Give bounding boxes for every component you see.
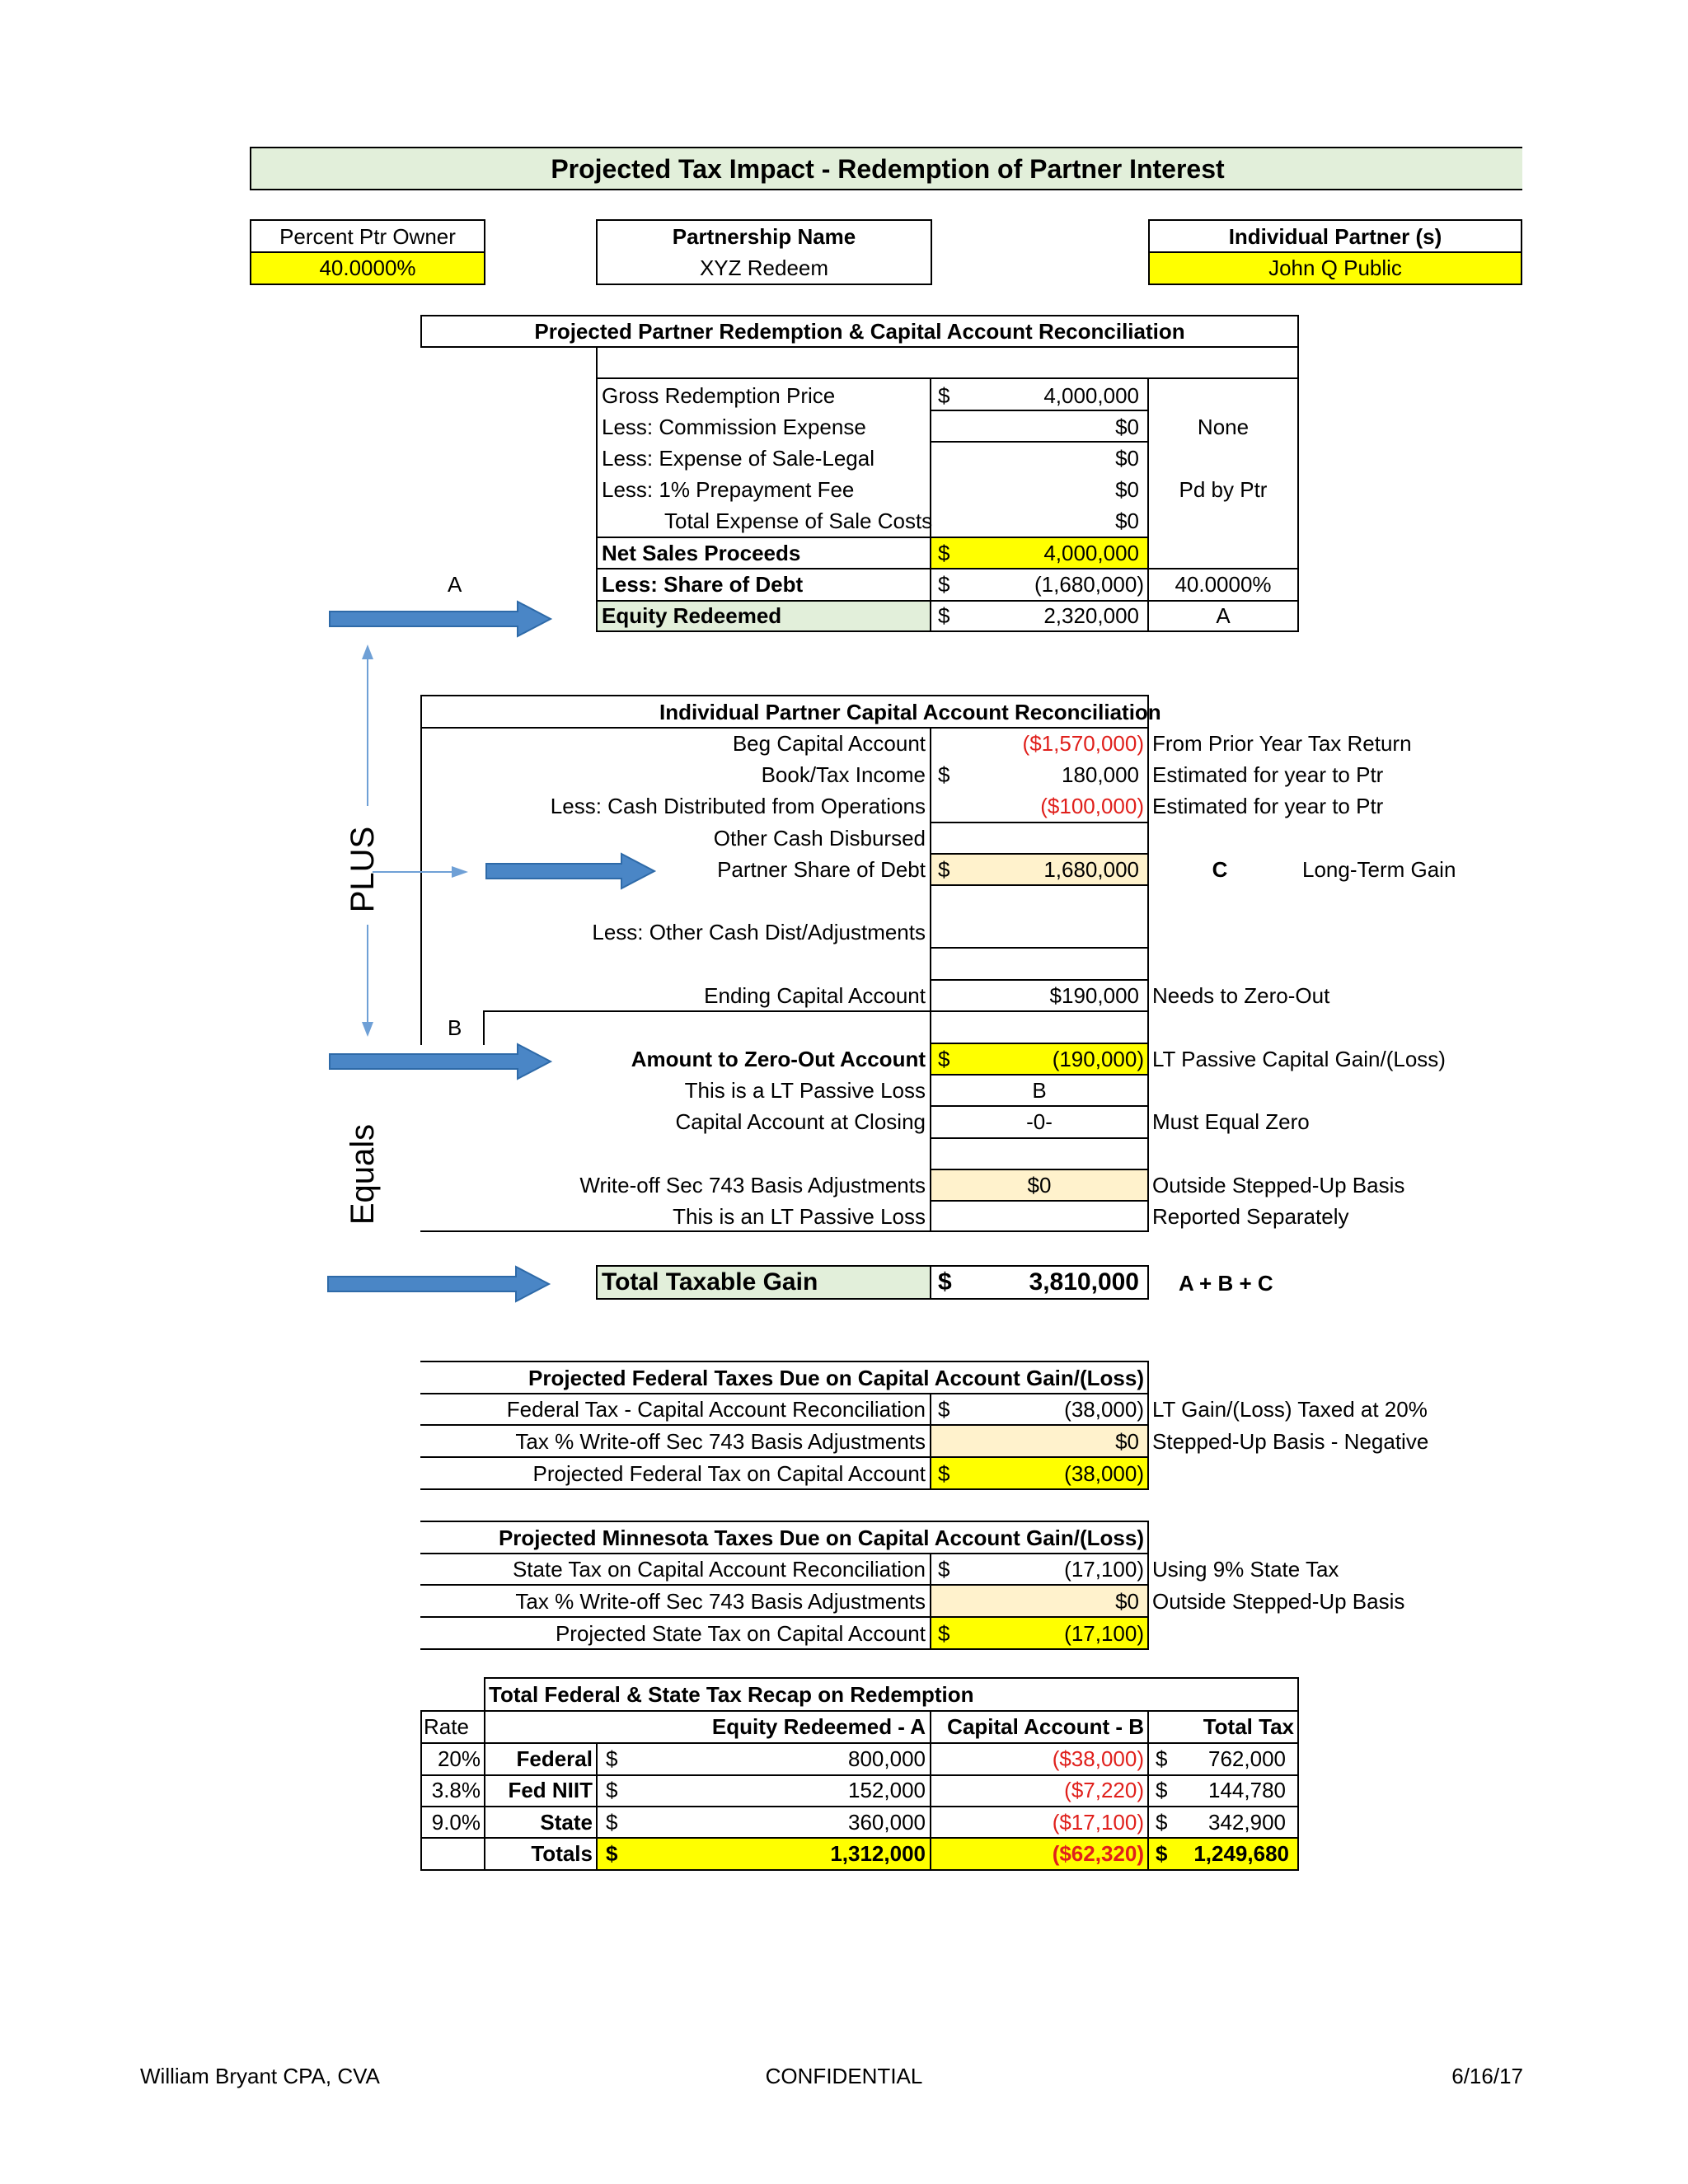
capital-label-2: Less: Cash Distributed from Operations [550,794,926,818]
federal-value-2: (38,000) [1064,1461,1144,1486]
recap-total-1: 144,780 [1208,1778,1286,1802]
capital-note2-4: Long-Term Gain [1302,857,1456,882]
arrow-right-icon [485,852,658,890]
redemption-label-6: Less: Share of Debt [602,572,804,597]
capital-label-6: Ending Capital Account [704,983,926,1008]
recap-capital-1: ($7,220) [1064,1778,1144,1802]
redemption-value-2: $0 [1115,446,1139,471]
recap-label-0: Federal [516,1746,593,1771]
redemption-title: Projected Partner Redemption & Capital Account Reconciliation [534,319,1185,344]
equals-label [297,1123,429,1226]
arrow-right-icon [328,1043,554,1080]
capital-note-6: Needs to Zero-Out [1152,983,1330,1008]
state-value-2: (17,100) [1064,1621,1144,1646]
recap-capital-2: ($17,100) [1052,1810,1144,1835]
recap-rate-0: 20% [437,1746,481,1771]
capital-note-10: Outside Stepped-Up Basis [1152,1173,1405,1197]
partner-label: Individual Partner (s) [1228,224,1442,249]
capital-label-11: This is an LT Passive Loss [673,1204,926,1229]
state-label-2: Projected State Tax on Capital Account [555,1621,926,1646]
capital-note-9: Must Equal Zero [1152,1109,1310,1134]
redemption-dollar-0: $ [938,383,950,408]
recap-header-rate: Rate [424,1714,469,1739]
state-label-1: Tax % Write-off Sec 743 Basis Adjustments [515,1589,926,1614]
percent-owner-value: 40.0000% [319,255,416,280]
redemption-label-4: Total Expense of Sale Costs [664,509,933,533]
marker-a: A [448,572,462,597]
recap-label-2: State [540,1810,593,1835]
capital-label-8: This is a LT Passive Loss [684,1078,926,1103]
redemption-dollar-5: $ [938,541,950,565]
capital-label-10: Write-off Sec 743 Basis Adjustments [579,1173,926,1197]
total-gain-note: A + B + C [1179,1271,1273,1296]
plus-label [313,826,412,913]
redemption-label-7: Equity Redeemed [602,603,782,628]
recap-capital-0: ($38,000) [1052,1746,1144,1771]
partnership-value: XYZ Redeem [699,255,829,280]
recap-d2-3: $ [1156,1841,1168,1866]
capital-value-9: -0- [1026,1109,1053,1134]
redemption-note-6: 40.0000% [1175,572,1272,597]
state-note-0: Using 9% State Tax [1152,1557,1339,1582]
recap-equity-0: 800,000 [848,1746,926,1771]
recap-header-equity: Equity Redeemed - A [711,1714,926,1739]
recap-equity-1: 152,000 [848,1778,926,1802]
recap-equity-3: 1,312,000 [830,1841,926,1866]
arrow-down-icon [359,923,376,1038]
capital-value-2: ($100,000) [1040,794,1144,818]
capital-label-4: Partner Share of Debt [717,857,926,882]
federal-label-1: Tax % Write-off Sec 743 Basis Adjustments [515,1429,926,1454]
recap-d2-1: $ [1156,1778,1168,1802]
plus-label-text: PLUS [345,826,381,913]
recap-d1-2: $ [606,1810,618,1835]
capital-value-4: 1,680,000 [1043,857,1139,882]
redemption-label-2: Less: Expense of Sale-Legal [602,446,874,471]
federal-dollar-0: $ [938,1397,950,1422]
recap-rate-1: 3.8% [431,1778,481,1802]
equals-label-text: Equals [345,1123,381,1226]
redemption-value-4: $0 [1115,509,1139,533]
recap-rate-2: 9.0% [431,1810,481,1835]
federal-note-0: LT Gain/(Loss) Taxed at 20% [1152,1397,1428,1422]
page-title-bar [250,147,1522,190]
redemption-value-0: 4,000,000 [1043,383,1139,408]
recap-header-total: Total Tax [1203,1714,1294,1739]
capital-value-0: ($1,570,000) [1022,731,1144,756]
footer-left: William Bryant CPA, CVA [140,2064,380,2088]
redemption-value-6: (1,680,000) [1034,572,1144,597]
state-note-1: Outside Stepped-Up Basis [1152,1589,1405,1614]
capital-label-5: Less: Other Cash Dist/Adjustments [592,920,926,944]
recap-total-2: 342,900 [1208,1810,1286,1835]
capital-label-3: Other Cash Disbursed [713,826,926,851]
recap-label-1: Fed NIIT [508,1778,593,1802]
percent-owner-label: Percent Ptr Owner [279,224,456,249]
redemption-dollar-6: $ [938,572,950,597]
capital-value-1: 180,000 [1062,762,1139,787]
state-label-0: State Tax on Capital Account Reconciliation [512,1557,926,1582]
recap-label-3: Totals [531,1841,593,1866]
capital-dollar-1: $ [938,762,950,787]
redemption-label-1: Less: Commission Expense [602,415,866,439]
capital-note-7: LT Passive Capital Gain/(Loss) [1152,1047,1446,1071]
capital-value-8: B [1032,1078,1047,1103]
redemption-label-0: Gross Redemption Price [602,383,836,408]
capital-note-4: C [1212,857,1228,882]
total-gain-value: 3,810,000 [1029,1268,1139,1296]
capital-label-1: Book/Tax Income [761,762,926,787]
redemption-note-3: Pd by Ptr [1179,477,1268,502]
federal-label-0: Federal Tax - Capital Account Reconciliation [506,1397,926,1422]
federal-label-2: Projected Federal Tax on Capital Account [532,1461,926,1486]
capital-value-6: $190,000 [1049,983,1139,1008]
partner-value: John Q Public [1268,255,1402,280]
state-value-1: $0 [1115,1589,1139,1614]
recap-equity-2: 360,000 [848,1810,926,1835]
arrow-up-icon [359,643,376,808]
federal-value-0: (38,000) [1064,1397,1144,1422]
recap-d2-2: $ [1156,1810,1168,1835]
recap-header-capital: Capital Account - B [947,1714,1144,1739]
total-gain-dollar: $ [938,1268,952,1296]
capital-dollar-7: $ [938,1047,950,1071]
arrow-right-icon [328,600,554,638]
redemption-value-1: $0 [1115,415,1139,439]
recap-total-3: 1,249,680 [1193,1841,1289,1866]
capital-note-0: From Prior Year Tax Return [1152,731,1412,756]
capital-label-9: Capital Account at Closing [675,1109,926,1134]
arrow-right-icon [326,1265,552,1303]
capital-value-7: (190,000) [1052,1047,1144,1071]
federal-value-1: $0 [1115,1429,1139,1454]
recap-d1-0: $ [606,1746,618,1771]
footer-center: CONFIDENTIAL [765,2064,923,2088]
state-title: Projected Minnesota Taxes Due on Capital Account Gain/(Loss) [498,1526,1144,1550]
recap-title: Total Federal & State Tax Recap on Redemption [489,1682,974,1707]
capital-label-7: Amount to Zero-Out Account [631,1047,926,1071]
redemption-value-7: 2,320,000 [1043,603,1139,628]
recap-d1-1: $ [606,1778,618,1802]
state-value-0: (17,100) [1064,1557,1144,1582]
capital-title: Individual Partner Capital Account Reconciliation [659,700,1161,724]
footer-right: 6/16/17 [1451,2064,1523,2088]
state-dollar-2: $ [938,1621,950,1646]
redemption-label-5: Net Sales Proceeds [602,541,801,565]
page-title: Projected Tax Impact - Redemption of Partner Interest [551,154,1225,184]
capital-value-10: $0 [1027,1173,1052,1197]
recap-d2-0: $ [1156,1746,1168,1771]
federal-dollar-2: $ [938,1461,950,1486]
total-gain-label: Total Taxable Gain [602,1268,818,1296]
capital-dollar-4: $ [938,857,950,882]
federal-title: Projected Federal Taxes Due on Capital Account Gain/(Loss) [528,1366,1144,1390]
partnership-label: Partnership Name [672,224,856,249]
state-dollar-0: $ [938,1557,950,1582]
redemption-dollar-7: $ [938,603,950,628]
recap-total-0: 762,000 [1208,1746,1286,1771]
federal-note-1: Stepped-Up Basis - Negative [1152,1429,1429,1454]
recap-capital-3: ($62,320) [1052,1841,1144,1866]
redemption-value-3: $0 [1115,477,1139,502]
capital-note-1: Estimated for year to Ptr [1152,762,1384,787]
capital-note-11: Reported Separately [1152,1204,1349,1229]
capital-label-0: Beg Capital Account [732,731,926,756]
redemption-note-7: A [1216,603,1231,628]
recap-d1-3: $ [606,1841,618,1866]
redemption-value-5: 4,000,000 [1043,541,1139,565]
marker-b: B [448,1015,462,1040]
capital-note-2: Estimated for year to Ptr [1152,794,1384,818]
redemption-note-1: None [1197,415,1250,439]
redemption-label-3: Less: 1% Prepayment Fee [602,477,855,502]
